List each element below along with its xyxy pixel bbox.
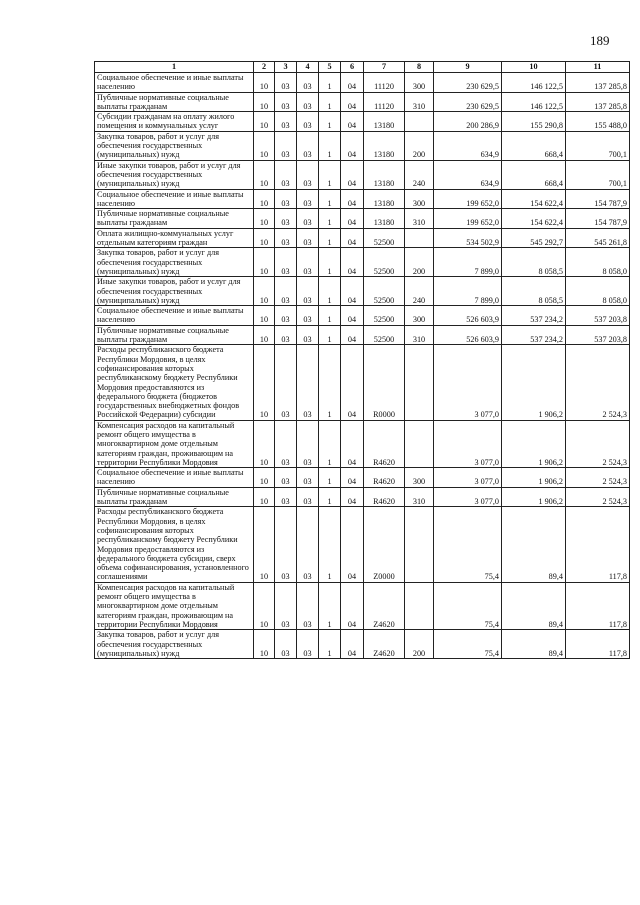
code-cell: 1 bbox=[319, 277, 341, 306]
amount-cell: 146 122,5 bbox=[502, 92, 566, 112]
amount-cell: 155 488,0 bbox=[566, 112, 630, 132]
row-name: Субсидии гражданам на оплату жилого помещения и коммунальных услуг bbox=[95, 112, 254, 132]
table-row bbox=[95, 277, 630, 306]
code-cell bbox=[405, 582, 434, 629]
row-name: Закупка товаров, работ и услуг для обеспечения государственных (муниципальных) нужд bbox=[95, 630, 254, 659]
code-cell: 03 bbox=[275, 582, 297, 629]
code-cell: 03 bbox=[297, 345, 319, 420]
code-cell: 13180 bbox=[364, 112, 405, 132]
amount-cell: 75,4 bbox=[434, 582, 502, 629]
amount-cell: 146 122,5 bbox=[502, 73, 566, 93]
code-cell: 03 bbox=[297, 209, 319, 229]
row-name: Социальное обеспечение и иные выплаты населению bbox=[95, 468, 254, 488]
code-cell: 11120 bbox=[364, 73, 405, 93]
table-row bbox=[95, 228, 630, 248]
column-header: 7 bbox=[364, 62, 405, 73]
code-cell: 04 bbox=[341, 73, 364, 93]
code-cell: 03 bbox=[297, 420, 319, 467]
code-cell: 03 bbox=[297, 487, 319, 507]
code-cell: 04 bbox=[341, 189, 364, 209]
code-cell: Z0000 bbox=[364, 507, 405, 582]
code-cell: 10 bbox=[254, 73, 275, 93]
amount-cell: 8 058,5 bbox=[502, 248, 566, 277]
amount-cell: 230 629,5 bbox=[434, 92, 502, 112]
code-cell: 03 bbox=[297, 468, 319, 488]
table-row bbox=[95, 582, 630, 629]
code-cell: 03 bbox=[275, 209, 297, 229]
amount-cell: 545 261,8 bbox=[566, 228, 630, 248]
amount-cell: 154 622,4 bbox=[502, 209, 566, 229]
amount-cell: 1 906,2 bbox=[502, 487, 566, 507]
code-cell: 03 bbox=[275, 325, 297, 345]
code-cell: 03 bbox=[297, 160, 319, 189]
code-cell: 310 bbox=[405, 209, 434, 229]
amount-cell: 526 603,9 bbox=[434, 306, 502, 326]
code-cell: 03 bbox=[297, 92, 319, 112]
table-row bbox=[95, 306, 630, 326]
row-name: Публичные нормативные социальные выплаты гражданам bbox=[95, 92, 254, 112]
row-name: Иные закупки товаров, работ и услуг для обеспечения государственных (муниципальных) нужд bbox=[95, 277, 254, 306]
code-cell bbox=[405, 420, 434, 467]
code-cell: 1 bbox=[319, 131, 341, 160]
code-cell: 1 bbox=[319, 325, 341, 345]
code-cell: 03 bbox=[275, 189, 297, 209]
code-cell: 10 bbox=[254, 209, 275, 229]
code-cell: 04 bbox=[341, 277, 364, 306]
code-cell: 03 bbox=[275, 507, 297, 582]
code-cell: 04 bbox=[341, 112, 364, 132]
amount-cell: 3 077,0 bbox=[434, 468, 502, 488]
code-cell: 1 bbox=[319, 248, 341, 277]
code-cell: 03 bbox=[275, 630, 297, 659]
code-cell: 310 bbox=[405, 487, 434, 507]
code-cell: 10 bbox=[254, 507, 275, 582]
code-cell: 1 bbox=[319, 112, 341, 132]
table-row bbox=[95, 507, 630, 582]
code-cell: 10 bbox=[254, 92, 275, 112]
code-cell: 1 bbox=[319, 507, 341, 582]
code-cell bbox=[405, 112, 434, 132]
code-cell: 03 bbox=[297, 277, 319, 306]
code-cell: 10 bbox=[254, 189, 275, 209]
amount-cell: 89,4 bbox=[502, 582, 566, 629]
code-cell: 03 bbox=[275, 228, 297, 248]
amount-cell: 8 058,0 bbox=[566, 248, 630, 277]
code-cell: 10 bbox=[254, 248, 275, 277]
code-cell: 03 bbox=[275, 487, 297, 507]
amount-cell: 199 652,0 bbox=[434, 189, 502, 209]
code-cell: 03 bbox=[275, 131, 297, 160]
code-cell bbox=[405, 507, 434, 582]
amount-cell: 1 906,2 bbox=[502, 420, 566, 467]
amount-cell: 634,9 bbox=[434, 160, 502, 189]
code-cell: 03 bbox=[297, 248, 319, 277]
amount-cell: 537 234,2 bbox=[502, 325, 566, 345]
code-cell: 1 bbox=[319, 468, 341, 488]
code-cell: 200 bbox=[405, 630, 434, 659]
column-header: 4 bbox=[297, 62, 319, 73]
amount-cell: 7 899,0 bbox=[434, 277, 502, 306]
row-name: Оплата жилищно-коммунальных услуг отдельным категориям граждан bbox=[95, 228, 254, 248]
amount-cell: 199 652,0 bbox=[434, 209, 502, 229]
code-cell: 04 bbox=[341, 420, 364, 467]
code-cell: 10 bbox=[254, 420, 275, 467]
column-header: 2 bbox=[254, 62, 275, 73]
code-cell: 04 bbox=[341, 630, 364, 659]
column-header: 11 bbox=[566, 62, 630, 73]
code-cell: 04 bbox=[341, 228, 364, 248]
amount-cell: 117,8 bbox=[566, 582, 630, 629]
table-row bbox=[95, 420, 630, 467]
amount-cell: 117,8 bbox=[566, 630, 630, 659]
row-name: Расходы республиканского бюджета Республики Мордовия, в целях софинансирования которых республиканскому бюджету Республики Мордовия предоставляются из федерального бюджета (бюджетов государственных внебюджетных фондов Российской Федерации) субсидии bbox=[95, 345, 254, 420]
code-cell: 1 bbox=[319, 92, 341, 112]
code-cell: 10 bbox=[254, 487, 275, 507]
row-name: Закупка товаров, работ и услуг для обеспечения государственных (муниципальных) нужд bbox=[95, 248, 254, 277]
amount-cell: 526 603,9 bbox=[434, 325, 502, 345]
code-cell: 10 bbox=[254, 630, 275, 659]
code-cell: 1 bbox=[319, 582, 341, 629]
code-cell: R4620 bbox=[364, 420, 405, 467]
amount-cell: 89,4 bbox=[502, 630, 566, 659]
amount-cell: 155 290,8 bbox=[502, 112, 566, 132]
amount-cell: 668,4 bbox=[502, 160, 566, 189]
row-name: Компенсация расходов на капитальный ремонт общего имущества в многоквартирном доме отдельным категориям граждан, проживающим на территории Республики Мордовия bbox=[95, 420, 254, 467]
code-cell: 52500 bbox=[364, 277, 405, 306]
row-name: Социальное обеспечение и иные выплаты населению bbox=[95, 189, 254, 209]
code-cell: 03 bbox=[275, 468, 297, 488]
column-header: 1 bbox=[95, 62, 254, 73]
code-cell: 1 bbox=[319, 306, 341, 326]
code-cell: 03 bbox=[297, 507, 319, 582]
code-cell: 52500 bbox=[364, 325, 405, 345]
budget-table bbox=[94, 61, 630, 659]
amount-cell: 154 622,4 bbox=[502, 189, 566, 209]
code-cell: 04 bbox=[341, 582, 364, 629]
code-cell: 13180 bbox=[364, 189, 405, 209]
code-cell: 300 bbox=[405, 306, 434, 326]
amount-cell: 2 524,3 bbox=[566, 487, 630, 507]
code-cell bbox=[405, 228, 434, 248]
amount-cell: 8 058,0 bbox=[566, 277, 630, 306]
code-cell: 03 bbox=[297, 228, 319, 248]
code-cell: 03 bbox=[297, 112, 319, 132]
code-cell: 1 bbox=[319, 228, 341, 248]
table-row bbox=[95, 468, 630, 488]
amount-cell: 137 285,8 bbox=[566, 92, 630, 112]
code-cell: 04 bbox=[341, 92, 364, 112]
table-row bbox=[95, 112, 630, 132]
code-cell: 10 bbox=[254, 131, 275, 160]
amount-cell: 2 524,3 bbox=[566, 420, 630, 467]
table-row bbox=[95, 160, 630, 189]
code-cell: 03 bbox=[275, 277, 297, 306]
code-cell: 52500 bbox=[364, 306, 405, 326]
code-cell: 10 bbox=[254, 228, 275, 248]
code-cell: 11120 bbox=[364, 92, 405, 112]
amount-cell: 3 077,0 bbox=[434, 420, 502, 467]
amount-cell: 537 203,8 bbox=[566, 325, 630, 345]
code-cell: 310 bbox=[405, 325, 434, 345]
row-name: Социальное обеспечение и иные выплаты населению bbox=[95, 73, 254, 93]
table-row bbox=[95, 487, 630, 507]
code-cell: 03 bbox=[297, 73, 319, 93]
code-cell: 310 bbox=[405, 92, 434, 112]
amount-cell: 545 292,7 bbox=[502, 228, 566, 248]
code-cell: 03 bbox=[297, 306, 319, 326]
amount-cell: 3 077,0 bbox=[434, 487, 502, 507]
code-cell: 04 bbox=[341, 209, 364, 229]
code-cell: 200 bbox=[405, 248, 434, 277]
amount-cell: 1 906,2 bbox=[502, 345, 566, 420]
code-cell: 04 bbox=[341, 487, 364, 507]
code-cell: R0000 bbox=[364, 345, 405, 420]
table-row bbox=[95, 345, 630, 420]
code-cell: 04 bbox=[341, 325, 364, 345]
code-cell: 03 bbox=[275, 73, 297, 93]
code-cell: R4620 bbox=[364, 487, 405, 507]
code-cell: 03 bbox=[297, 189, 319, 209]
column-header: 6 bbox=[341, 62, 364, 73]
table-row bbox=[95, 73, 630, 93]
code-cell: 240 bbox=[405, 160, 434, 189]
amount-cell: 700,1 bbox=[566, 160, 630, 189]
table-body bbox=[95, 73, 630, 659]
amount-cell: 7 899,0 bbox=[434, 248, 502, 277]
code-cell: 04 bbox=[341, 507, 364, 582]
code-cell: 300 bbox=[405, 468, 434, 488]
code-cell: 03 bbox=[275, 112, 297, 132]
amount-cell: 89,4 bbox=[502, 507, 566, 582]
row-name: Социальное обеспечение и иные выплаты населению bbox=[95, 306, 254, 326]
code-cell: 03 bbox=[275, 345, 297, 420]
amount-cell: 1 906,2 bbox=[502, 468, 566, 488]
code-cell: 1 bbox=[319, 209, 341, 229]
amount-cell: 8 058,5 bbox=[502, 277, 566, 306]
code-cell: 10 bbox=[254, 277, 275, 306]
code-cell: 03 bbox=[297, 582, 319, 629]
code-cell: 52500 bbox=[364, 248, 405, 277]
code-cell: 03 bbox=[275, 306, 297, 326]
table-row bbox=[95, 248, 630, 277]
row-name: Публичные нормативные социальные выплаты гражданам bbox=[95, 209, 254, 229]
code-cell: 10 bbox=[254, 582, 275, 629]
row-name: Компенсация расходов на капитальный ремонт общего имущества в многоквартирном доме отдельным категориям граждан, проживающим на территории Республики Мордовия bbox=[95, 582, 254, 629]
code-cell: 04 bbox=[341, 131, 364, 160]
code-cell: 04 bbox=[341, 160, 364, 189]
code-cell: 200 bbox=[405, 131, 434, 160]
code-cell: 03 bbox=[297, 131, 319, 160]
code-cell: 13180 bbox=[364, 131, 405, 160]
amount-cell: 200 286,9 bbox=[434, 112, 502, 132]
code-cell: 03 bbox=[275, 160, 297, 189]
code-cell: 13180 bbox=[364, 209, 405, 229]
code-cell: 10 bbox=[254, 468, 275, 488]
code-cell: 1 bbox=[319, 160, 341, 189]
table-row bbox=[95, 189, 630, 209]
amount-cell: 2 524,3 bbox=[566, 345, 630, 420]
amount-cell: 3 077,0 bbox=[434, 345, 502, 420]
code-cell: 1 bbox=[319, 73, 341, 93]
code-cell: 03 bbox=[275, 248, 297, 277]
code-cell: 10 bbox=[254, 306, 275, 326]
amount-cell: 634,9 bbox=[434, 131, 502, 160]
code-cell: 04 bbox=[341, 345, 364, 420]
amount-cell: 668,4 bbox=[502, 131, 566, 160]
code-cell: 13180 bbox=[364, 160, 405, 189]
column-header: 3 bbox=[275, 62, 297, 73]
amount-cell: 75,4 bbox=[434, 507, 502, 582]
amount-cell: 534 502,9 bbox=[434, 228, 502, 248]
code-cell: 10 bbox=[254, 112, 275, 132]
row-name: Публичные нормативные социальные выплаты гражданам bbox=[95, 487, 254, 507]
code-cell: 03 bbox=[297, 630, 319, 659]
code-cell: 1 bbox=[319, 420, 341, 467]
code-cell: 10 bbox=[254, 160, 275, 189]
column-header: 5 bbox=[319, 62, 341, 73]
row-name: Закупка товаров, работ и услуг для обеспечения государственных (муниципальных) нужд bbox=[95, 131, 254, 160]
header-row bbox=[95, 62, 630, 73]
code-cell: 300 bbox=[405, 189, 434, 209]
code-cell: 10 bbox=[254, 345, 275, 420]
code-cell: 52500 bbox=[364, 228, 405, 248]
column-header: 10 bbox=[502, 62, 566, 73]
amount-cell: 230 629,5 bbox=[434, 73, 502, 93]
table-row bbox=[95, 131, 630, 160]
amount-cell: 117,8 bbox=[566, 507, 630, 582]
code-cell: Z4620 bbox=[364, 630, 405, 659]
amount-cell: 2 524,3 bbox=[566, 468, 630, 488]
table-row bbox=[95, 209, 630, 229]
code-cell: 1 bbox=[319, 630, 341, 659]
code-cell: 300 bbox=[405, 73, 434, 93]
code-cell bbox=[405, 345, 434, 420]
amount-cell: 700,1 bbox=[566, 131, 630, 160]
amount-cell: 537 203,8 bbox=[566, 306, 630, 326]
code-cell: 1 bbox=[319, 487, 341, 507]
amount-cell: 75,4 bbox=[434, 630, 502, 659]
amount-cell: 537 234,2 bbox=[502, 306, 566, 326]
code-cell: 03 bbox=[297, 325, 319, 345]
code-cell: 04 bbox=[341, 306, 364, 326]
amount-cell: 154 787,9 bbox=[566, 209, 630, 229]
table-row bbox=[95, 630, 630, 659]
code-cell: R4620 bbox=[364, 468, 405, 488]
code-cell: 1 bbox=[319, 189, 341, 209]
code-cell: 04 bbox=[341, 248, 364, 277]
amount-cell: 137 285,8 bbox=[566, 73, 630, 93]
column-header: 9 bbox=[434, 62, 502, 73]
code-cell: 03 bbox=[275, 92, 297, 112]
code-cell: 1 bbox=[319, 345, 341, 420]
table-row bbox=[95, 325, 630, 345]
row-name: Иные закупки товаров, работ и услуг для обеспечения государственных (муниципальных) нужд bbox=[95, 160, 254, 189]
row-name: Публичные нормативные социальные выплаты гражданам bbox=[95, 325, 254, 345]
row-name: Расходы республиканского бюджета Республики Мордовия, в целях софинансирования которых республиканскому бюджету Республики Мордовия предоставляются из федерального бюджета субсидии, сверх объема софинансирования, установленного соглашениями bbox=[95, 507, 254, 582]
code-cell: 10 bbox=[254, 325, 275, 345]
page-number: 189 bbox=[590, 33, 610, 48]
code-cell: 04 bbox=[341, 468, 364, 488]
code-cell: 240 bbox=[405, 277, 434, 306]
table-row bbox=[95, 92, 630, 112]
column-header: 8 bbox=[405, 62, 434, 73]
code-cell: Z4620 bbox=[364, 582, 405, 629]
amount-cell: 154 787,9 bbox=[566, 189, 630, 209]
code-cell: 03 bbox=[275, 420, 297, 467]
